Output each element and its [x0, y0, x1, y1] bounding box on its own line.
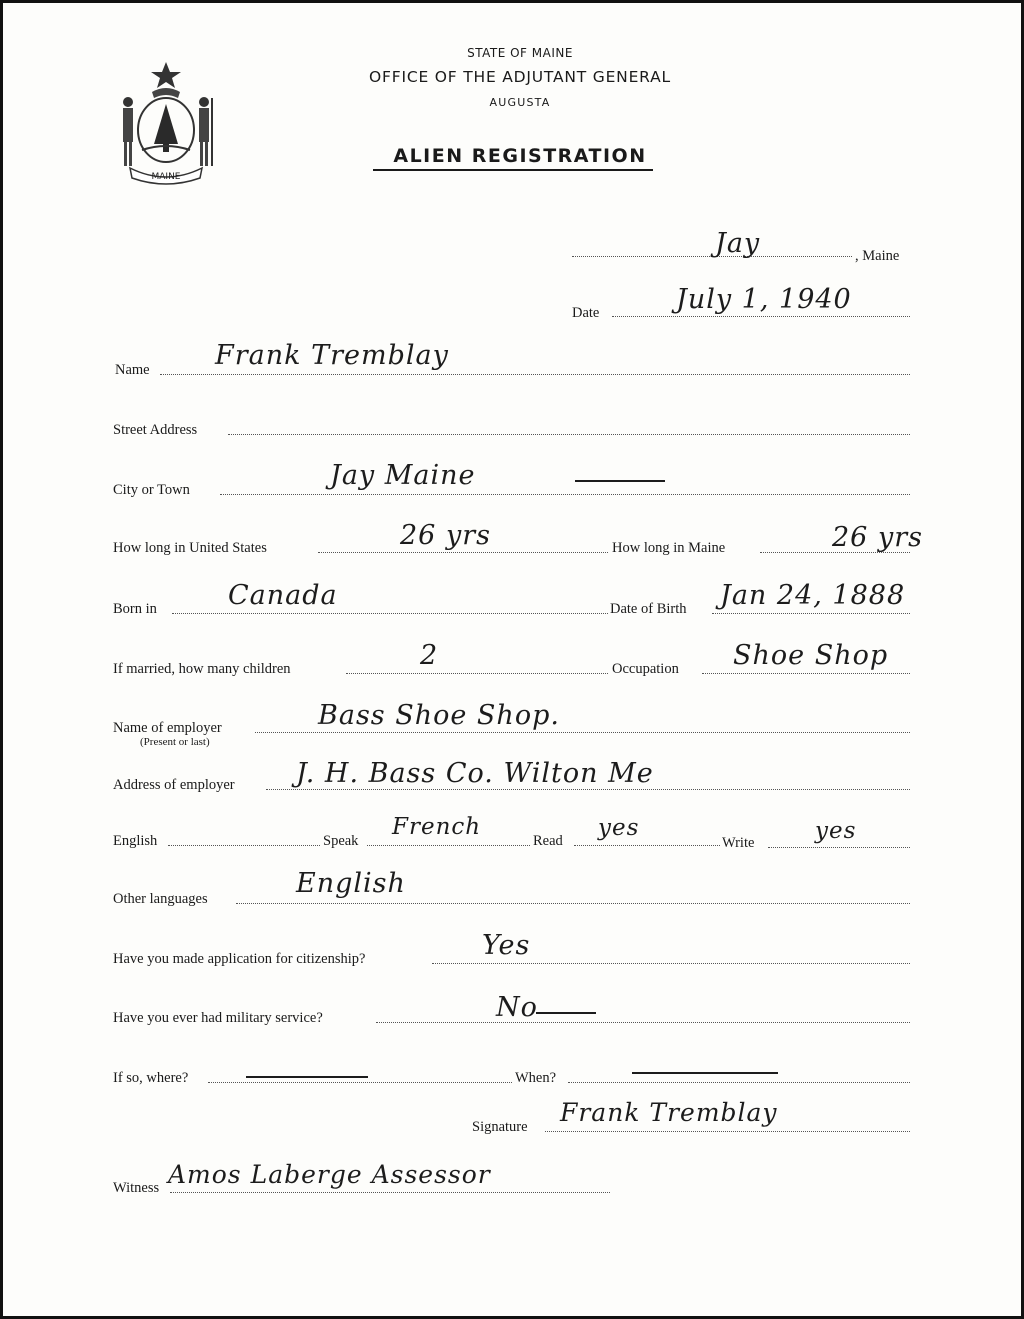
when-label: When?: [515, 1070, 557, 1086]
occupation-dotted-line: [702, 673, 910, 674]
if-so-where-dotted-line: [208, 1082, 512, 1083]
military-flourish: [536, 1012, 596, 1014]
other-languages-dotted-line: [236, 903, 910, 904]
write-value: yes: [815, 818, 857, 844]
dob-label: Date of Birth: [610, 601, 687, 617]
city-town-flourish: [575, 480, 665, 482]
city-town-dotted-line: [220, 494, 910, 495]
when-dotted-line: [568, 1082, 910, 1083]
speak-value: French: [392, 814, 482, 840]
children-value: 2: [420, 640, 439, 671]
name-dotted-line: [160, 374, 910, 375]
employer-note: (Present or last): [140, 736, 210, 748]
header-office: OFFICE OF THE ADJUTANT GENERAL: [369, 68, 671, 86]
how-long-maine-value: 26 yrs: [832, 522, 923, 553]
speak-label: Speak: [323, 833, 359, 849]
date-dotted-line: [612, 316, 910, 317]
citizenship-label: Have you made application for citizenship?: [113, 951, 366, 967]
how-long-us-label: How long in United States: [113, 540, 267, 556]
employer-address-label: Address of employer: [113, 777, 235, 793]
how-long-maine-label: How long in Maine: [612, 540, 726, 556]
military-label: Have you ever had military service?: [113, 1010, 323, 1026]
occupation-label: Occupation: [612, 661, 679, 677]
employer-address-dotted-line: [266, 789, 910, 790]
scan-border-top: [0, 0, 1024, 3]
english-dotted-line: [168, 845, 320, 846]
write-label: Write: [722, 835, 755, 851]
employer-name-value: Bass Shoe Shop.: [318, 700, 560, 731]
town-value: Jay: [715, 228, 761, 259]
born-in-dotted-line: [172, 613, 608, 614]
name-value: Frank Tremblay: [215, 340, 449, 371]
dob-value: Jan 24, 1888: [720, 580, 906, 611]
svg-text:MAINE: MAINE: [151, 172, 181, 182]
if-so-where-label: If so, where?: [113, 1070, 189, 1086]
city-town-label: City or Town: [113, 482, 190, 498]
form-title: ALIEN REGISTRATION: [393, 145, 647, 167]
children-dotted-line: [346, 673, 608, 674]
read-label: Read: [533, 833, 563, 849]
employer-name-label: Name of employer: [113, 720, 222, 736]
speak-dotted-line: [367, 845, 530, 846]
street-dotted-line: [228, 434, 910, 435]
citizenship-dotted-line: [432, 963, 910, 964]
maine-suffix-label: , Maine: [855, 248, 900, 264]
witness-label: Witness: [113, 1180, 160, 1196]
employer-address-value: J. H. Bass Co. Wilton Me: [296, 758, 654, 789]
read-value: yes: [598, 815, 640, 841]
occupation-value: Shoe Shop: [733, 640, 889, 671]
employer-name-dotted-line: [255, 732, 910, 733]
witness-value: Amos Laberge Assessor: [168, 1160, 491, 1189]
title-underline: [373, 169, 653, 171]
signature-value: Frank Tremblay: [560, 1098, 778, 1127]
header-state: STATE OF MAINE: [467, 46, 573, 60]
scan-border-left: [0, 0, 3, 1319]
born-in-label: Born in: [113, 601, 157, 617]
header-city: AUGUSTA: [489, 96, 551, 109]
dob-dotted-line: [712, 613, 910, 614]
maine-state-seal: [112, 58, 220, 188]
date-value: July 1, 1940: [676, 284, 852, 315]
military-value: No: [496, 992, 538, 1023]
how-long-us-value: 26 yrs: [400, 520, 491, 551]
if-so-where-dash: [246, 1076, 368, 1078]
other-languages-label: Other languages: [113, 891, 208, 907]
how-long-us-dotted-line: [318, 552, 608, 553]
name-label: Name: [115, 362, 150, 378]
children-label: If married, how many children: [113, 661, 291, 677]
street-label: Street Address: [113, 422, 198, 438]
other-languages-value: English: [296, 868, 406, 899]
read-dotted-line: [574, 845, 720, 846]
born-in-value: Canada: [228, 580, 338, 611]
signature-label: Signature: [472, 1119, 528, 1135]
when-dash: [632, 1072, 778, 1074]
military-dotted-line: [376, 1022, 910, 1023]
witness-dotted-line: [170, 1192, 610, 1193]
write-dotted-line: [768, 847, 910, 848]
city-town-value: Jay Maine: [330, 460, 476, 491]
signature-dotted-line: [545, 1131, 910, 1132]
town-dotted-line: [572, 256, 852, 257]
english-label: English: [113, 833, 158, 849]
citizenship-value: Yes: [482, 930, 531, 961]
date-label: Date: [572, 305, 600, 321]
